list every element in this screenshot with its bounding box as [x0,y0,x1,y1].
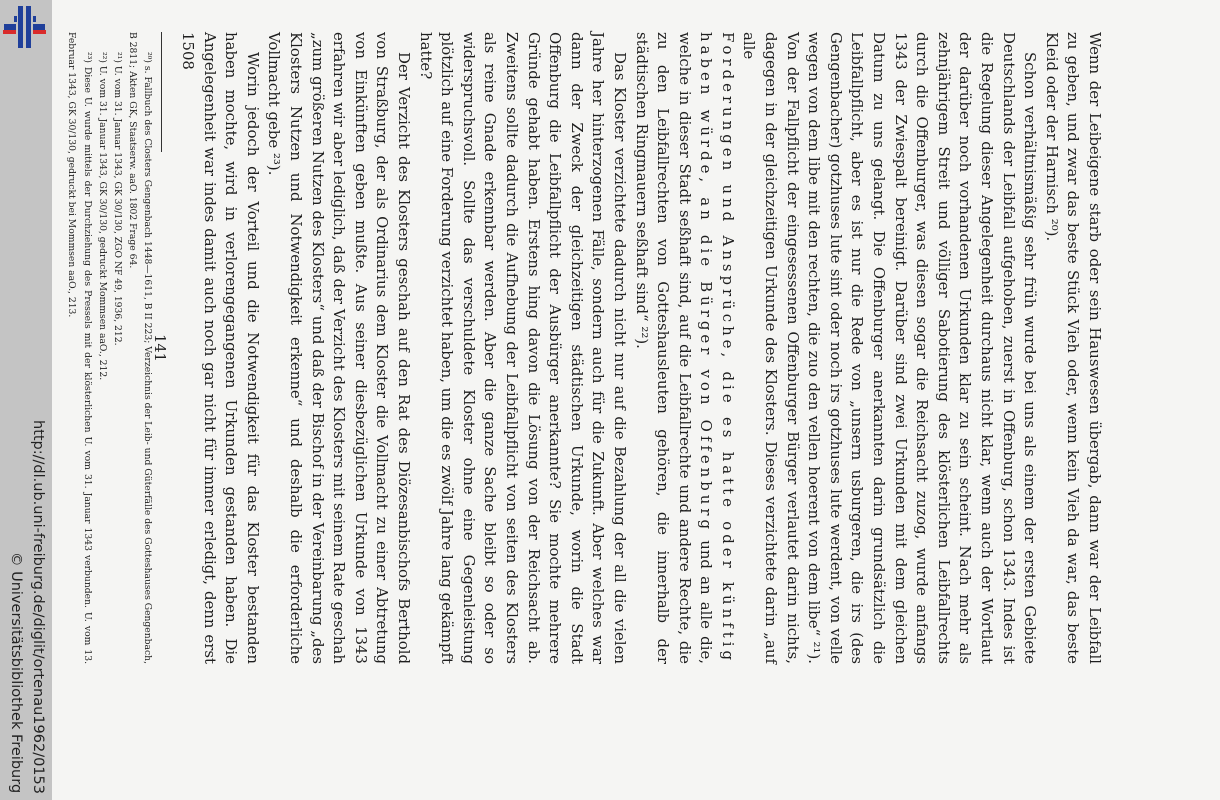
spaced-phrase: Forderungen und Ansprüche, die es hatte oder künftig haben würde, an die Bürger von Offenburg [697,32,737,664]
paragraph-1: Wenn der Leibeigene starb oder sein Hauswesen übergab, dann war der Leibfall zu geben, und zwar das beste Stück Vieh oder, wenn kein Vieh da war, das beste Kleid oder der Harnisch ²⁰). [1042,32,1104,664]
footnote-22: ²²) U. vom 31. Januar 1343, GK 30/130, gedruckt Mommsen aaO., 212. [96,52,108,381]
footnotes [64,32,155,664]
library-logo-icon[interactable] [3,6,47,48]
footnote-21: ²¹) U. vom 31. Januar 1343, GK 30/130, ZGO NF 49, 1936, 212. [112,52,124,346]
paragraph-4: Der Verzicht des Klosters geschah auf den Rat des Diözesanbischofs Berthold von Straßburg, der als Ordinarius dem Kloster die Vollmacht zu einer Abtretung von Einkünften geben mußte. Aus seiner diesbezüglichen Urkunde von 1343 erfahren wir aber lediglich, daß der Verzicht des Klosters mit seinem Rate geschah „zum größeren Nutzen des Klosters“ und daß der Bischof in der Vereinbarung „des Klosters Nutzen und Notwendigkeit erkenne“ und deshalb die erforderliche Vollmacht gebe ²³). [265,32,413,664]
paragraph-5: Worin jedoch der Vorteil und die Notwendigkeit für das Kloster bestanden haben mochte, wird in verlorengegangenen Urkunden gestanden haben. Die Angelegenheit war indes damit auch noch gar nicht für immer erledigt, denn erst 1508 [179,32,262,664]
paragraph-3: Das Kloster verzichtete dadurch nicht nur auf die Bezahlung der all die vielen Jahre her hinterzogenen Fälle, sondern auch für die Zukunft. Aber welches war dann der Zweck der gleichzeitigen städtischen Urkunde, worin die Stadt Offenburg die Leibfallpflicht der Ausbürger anerkannte? Sie mochte mehrere Gründe gehabt haben. Erstens hing davon die Lösung von der Reichsacht ab. Zweitens sollte dadurch die Aufhebung der Leibfallpflicht von seiten des Klosters als reine Gnade erkennbar werden. Aber die ganze Sache bleibt so oder so widerspruchsvoll. Sollte das verschuldete Kloster ohne eine Gegenleistung plötzlich auf eine Forderung verzichtet haben, um die es zwölf Jahre lang gekämpft hatte? [416,32,629,664]
body-text [176,32,1105,664]
scanned-page [66,32,1105,665]
footnote-23: ²³) Diese U. wurde mittels der Durchziehung des Pressels mit der klösterlichen U. vom 31. Januar 1343 verbunden. U. vom 13. Februar 1343, GK 30/130, gedruckt bei Mommsen aaO., 213. [66,32,93,664]
paragraph-2-tail: und an alle die, welche in dieser Stadt seßhaft sind, auf die Leibfallrechte und andere Rechte, die zu den Leibfallrechten von Gotteshausleuten gehören, die innerhalb der städtischen Ringmauern seßhaft sind“ ²²). [632,32,716,665]
paragraph-2: Schon verhältnismäßig sehr früh wurde bei uns als einem der ersten Gebiete Deutschlands der Leibfall aufgehoben, zuerst in Offenburg, schon 1343. Indes ist die Regelung dieser Angelegenheit durchaus nicht klar, wenn auch der Wortlaut der darüber noch vorhandenen Urkunden klar zu sein scheint. Nach mehr als zehnjährigem Streit und völliger Sabotierung des klösterlichen Leibfallrechts durch die Offenburger, was diesen sogar die Reichsacht zuzog, wurde anfangs 1343 der Zwiespalt bereinigt. Darüber sind zwei Urkunden mit dem gleichen Datum zu uns gelangt. Die Offenburger anerkannten darin grundsätzlich die Leibfallpflicht, aber es ist nur die Rede von „unsern usburgeren, die irs (des Gengenbacher) gotzhuses lute sint oder noch irs gotzhuses lute werdent, von velle wegen von dem libe mit den rechten, die zuo den vellen hoerent von dem libe“ ²¹). Von der Fallpflicht der eingesessenen Offenburger Bürger verlautet darin nichts, dagegen in der gleichzeitigen Urkunde des Klosters. Dieses verzichtete darin „auf alle [740,32,1040,664]
copyright-notice: © Universitätsbibliothek Freiburg [8,552,24,794]
footnote-20: ²⁰) s. Fallbuch des Closters Gengenbach 1448—1611, B II 223; Verzeichnis der Leib- und Güterfälle des Gotteshauses Gengenbach, B 2811; Akten GK, Staatserw. aaO. 1802 Frage 64. [127,32,154,664]
source-url-link[interactable]: http://dl.ub.uni-freiburg.de/diglit/ortenau1962/0153 [30,420,46,794]
paragraph-2-continued [630,32,738,664]
page-number: 141 [151,334,167,362]
